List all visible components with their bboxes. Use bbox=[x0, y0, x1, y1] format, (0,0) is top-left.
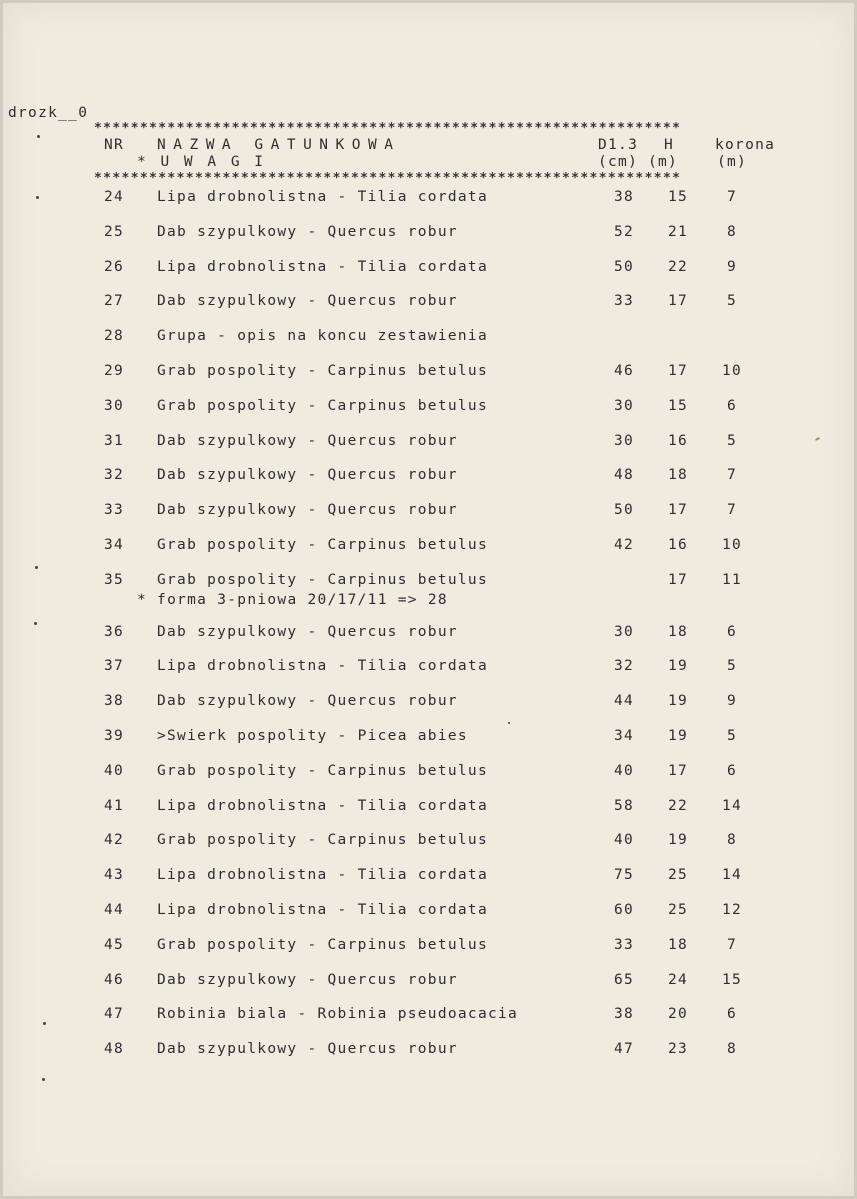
row-nr: 33 bbox=[104, 502, 125, 518]
row-nr: 39 bbox=[104, 728, 125, 744]
header-h: H bbox=[664, 137, 675, 153]
row-diameter: 30 bbox=[613, 398, 634, 414]
row-species-name: Dab szypulkowy - Quercus robur bbox=[157, 502, 458, 518]
row-diameter: 65 bbox=[613, 972, 634, 988]
row-diameter: 44 bbox=[613, 693, 634, 709]
header-d13-unit: (cm) bbox=[598, 154, 639, 170]
header-h-unit: (m) bbox=[648, 154, 679, 170]
scan-speck bbox=[35, 566, 38, 569]
table-row bbox=[0, 693, 857, 713]
row-nr: 25 bbox=[104, 224, 125, 240]
document-id: drozk__0 bbox=[8, 105, 89, 121]
row-nr: 40 bbox=[104, 763, 125, 779]
row-height: 18 bbox=[667, 624, 688, 640]
table-row bbox=[0, 1006, 857, 1026]
row-crown: 8 bbox=[726, 1041, 738, 1057]
row-species-name: Grab pospolity - Carpinus betulus bbox=[157, 763, 488, 779]
row-species-name: Grupa - opis na koncu zestawienia bbox=[157, 328, 488, 344]
row-nr: 27 bbox=[104, 293, 125, 309]
table-row bbox=[0, 658, 857, 678]
row-height: 17 bbox=[667, 763, 688, 779]
table-row bbox=[0, 363, 857, 383]
row-diameter: 30 bbox=[613, 624, 634, 640]
row-crown: 7 bbox=[726, 189, 738, 205]
row-height: 20 bbox=[667, 1006, 688, 1022]
row-species-name: Lipa drobnolistna - Tilia cordata bbox=[157, 658, 488, 674]
row-height: 19 bbox=[667, 693, 688, 709]
row-nr: 44 bbox=[104, 902, 125, 918]
header-korona: korona bbox=[715, 137, 776, 153]
row-nr: 28 bbox=[104, 328, 125, 344]
table-row bbox=[0, 502, 857, 522]
row-crown: 11 bbox=[721, 572, 743, 588]
row-height: 21 bbox=[667, 224, 688, 240]
row-diameter: 75 bbox=[613, 867, 634, 883]
row-nr: 32 bbox=[104, 467, 125, 483]
row-crown: 7 bbox=[726, 937, 738, 953]
row-height: 19 bbox=[667, 832, 688, 848]
row-nr: 29 bbox=[104, 363, 125, 379]
row-height: 18 bbox=[667, 467, 688, 483]
row-species-name: Lipa drobnolistna - Tilia cordata bbox=[157, 867, 488, 883]
row-species-name: Robinia biala - Robinia pseudoacacia bbox=[157, 1006, 519, 1022]
table-row bbox=[0, 328, 857, 348]
row-nr: 43 bbox=[104, 867, 125, 883]
row-nr: 46 bbox=[104, 972, 125, 988]
row-nr: 45 bbox=[104, 937, 125, 953]
table-row bbox=[0, 832, 857, 852]
header-d13: D1.3 bbox=[598, 137, 639, 153]
row-species-name: Grab pospolity - Carpinus betulus bbox=[157, 398, 488, 414]
row-diameter: 30 bbox=[613, 433, 634, 449]
row-crown: 9 bbox=[726, 693, 738, 709]
table-row bbox=[0, 293, 857, 313]
row-height: 17 bbox=[667, 502, 688, 518]
row-crown: 12 bbox=[721, 902, 743, 918]
table-row bbox=[0, 259, 857, 279]
row-diameter: 46 bbox=[613, 363, 634, 379]
row-nr: 34 bbox=[104, 537, 125, 553]
row-species-name: Dab szypulkowy - Quercus robur bbox=[157, 972, 458, 988]
row-species-name: Dab szypulkowy - Quercus robur bbox=[157, 467, 458, 483]
scan-speck bbox=[34, 622, 37, 625]
row-diameter: 58 bbox=[613, 798, 634, 814]
row-diameter: 50 bbox=[613, 502, 634, 518]
row-height: 17 bbox=[667, 293, 688, 309]
row-height: 16 bbox=[667, 433, 688, 449]
row-nr: 48 bbox=[104, 1041, 125, 1057]
row-species-name: Dab szypulkowy - Quercus robur bbox=[157, 224, 458, 240]
scan-speck bbox=[36, 196, 39, 199]
row-nr: 47 bbox=[104, 1006, 125, 1022]
scan-speck bbox=[37, 135, 40, 138]
row-diameter: 38 bbox=[613, 189, 634, 205]
row-species-name: Grab pospolity - Carpinus betulus bbox=[157, 937, 488, 953]
table-row bbox=[0, 798, 857, 818]
row-crown: 5 bbox=[726, 293, 738, 309]
row-nr: 35 bbox=[104, 572, 125, 588]
row-crown: 8 bbox=[726, 832, 738, 848]
row-nr: 41 bbox=[104, 798, 125, 814]
row-species-name: Dab szypulkowy - Quercus robur bbox=[157, 624, 458, 640]
row-species-name: Lipa drobnolistna - Tilia cordata bbox=[157, 259, 488, 275]
row-diameter: 50 bbox=[613, 259, 634, 275]
header-remarks: * U W A G I bbox=[137, 154, 267, 170]
row-height: 25 bbox=[667, 867, 688, 883]
row-species-name: Dab szypulkowy - Quercus robur bbox=[157, 693, 458, 709]
row-species-name: Dab szypulkowy - Quercus robur bbox=[157, 1041, 458, 1057]
table-row bbox=[0, 224, 857, 244]
table-row bbox=[0, 1041, 857, 1061]
header-nr: NR bbox=[104, 137, 125, 153]
row-species-name: Lipa drobnolistna - Tilia cordata bbox=[157, 798, 488, 814]
scan-speck bbox=[42, 1078, 45, 1081]
row-species-name: Dab szypulkowy - Quercus robur bbox=[157, 293, 458, 309]
table-row bbox=[0, 972, 857, 992]
table-row bbox=[0, 937, 857, 957]
row-diameter: 42 bbox=[613, 537, 634, 553]
row-crown: 6 bbox=[726, 1006, 738, 1022]
row-diameter: 48 bbox=[613, 467, 634, 483]
table-row bbox=[0, 433, 857, 453]
row-height: 17 bbox=[667, 363, 688, 379]
row-height: 16 bbox=[667, 537, 688, 553]
row-height: 18 bbox=[667, 937, 688, 953]
row-nr: 42 bbox=[104, 832, 125, 848]
row-crown: 10 bbox=[721, 363, 743, 379]
row-crown: 7 bbox=[726, 502, 738, 518]
table-row bbox=[0, 467, 857, 487]
row-nr: 37 bbox=[104, 658, 125, 674]
row-height: 19 bbox=[667, 728, 688, 744]
row-diameter: 33 bbox=[613, 293, 634, 309]
table-row bbox=[0, 902, 857, 922]
row-nr: 38 bbox=[104, 693, 125, 709]
row-diameter: 47 bbox=[613, 1041, 634, 1057]
table-row bbox=[0, 572, 857, 608]
row-nr: 36 bbox=[104, 624, 125, 640]
row-diameter: 60 bbox=[613, 902, 634, 918]
row-crown: 10 bbox=[721, 537, 743, 553]
row-height: 24 bbox=[667, 972, 688, 988]
table-row bbox=[0, 763, 857, 783]
row-species-name: Grab pospolity - Carpinus betulus bbox=[157, 363, 488, 379]
row-species-name: >Swierk pospolity - Picea abies bbox=[157, 728, 468, 744]
header-name: NAZWA GATUNKOWA bbox=[157, 137, 401, 153]
row-species-name: Grab pospolity - Carpinus betulus bbox=[157, 832, 488, 848]
row-diameter: 40 bbox=[613, 763, 634, 779]
row-height: 17 bbox=[667, 572, 688, 588]
row-crown: 6 bbox=[726, 398, 738, 414]
row-crown: 5 bbox=[726, 658, 738, 674]
row-crown: 14 bbox=[721, 867, 743, 883]
row-height: 22 bbox=[667, 259, 688, 275]
table-row bbox=[0, 537, 857, 557]
separator-header: **************************************************************** bbox=[94, 172, 682, 186]
row-diameter: 40 bbox=[613, 832, 634, 848]
table-row bbox=[0, 624, 857, 644]
row-diameter: 32 bbox=[613, 658, 634, 674]
row-note: * forma 3-pniowa 20/17/11 => 28 bbox=[137, 592, 448, 608]
row-crown: 9 bbox=[726, 259, 738, 275]
scan-speck bbox=[508, 722, 510, 724]
table-row bbox=[0, 867, 857, 887]
row-diameter: 38 bbox=[613, 1006, 634, 1022]
scan-speck bbox=[43, 1022, 46, 1025]
row-species-name: Lipa drobnolistna - Tilia cordata bbox=[157, 189, 488, 205]
row-height: 23 bbox=[667, 1041, 688, 1057]
header-korona-unit: (m) bbox=[717, 154, 748, 170]
row-diameter: 34 bbox=[613, 728, 634, 744]
table-row bbox=[0, 189, 857, 209]
row-height: 22 bbox=[667, 798, 688, 814]
row-crown: 6 bbox=[726, 763, 738, 779]
row-nr: 26 bbox=[104, 259, 125, 275]
row-crown: 15 bbox=[721, 972, 743, 988]
row-crown: 5 bbox=[726, 728, 738, 744]
row-height: 19 bbox=[667, 658, 688, 674]
row-species-name: Grab pospolity - Carpinus betulus bbox=[157, 537, 488, 553]
row-species-name: Dab szypulkowy - Quercus robur bbox=[157, 433, 458, 449]
row-species-name: Lipa drobnolistna - Tilia cordata bbox=[157, 902, 488, 918]
row-crown: 7 bbox=[726, 467, 738, 483]
row-nr: 30 bbox=[104, 398, 125, 414]
row-height: 15 bbox=[667, 189, 688, 205]
table-row bbox=[0, 728, 857, 748]
row-diameter: 52 bbox=[613, 224, 634, 240]
row-crown: 8 bbox=[726, 224, 738, 240]
table-row bbox=[0, 398, 857, 418]
row-crown: 5 bbox=[726, 433, 738, 449]
separator-top: **************************************************************** bbox=[94, 122, 682, 136]
row-crown: 6 bbox=[726, 624, 738, 640]
row-height: 15 bbox=[667, 398, 688, 414]
row-crown: 14 bbox=[721, 798, 743, 814]
row-species-name: Grab pospolity - Carpinus betulus bbox=[157, 572, 488, 588]
row-nr: 24 bbox=[104, 189, 125, 205]
row-nr: 31 bbox=[104, 433, 125, 449]
row-diameter: 33 bbox=[613, 937, 634, 953]
row-height: 25 bbox=[667, 902, 688, 918]
